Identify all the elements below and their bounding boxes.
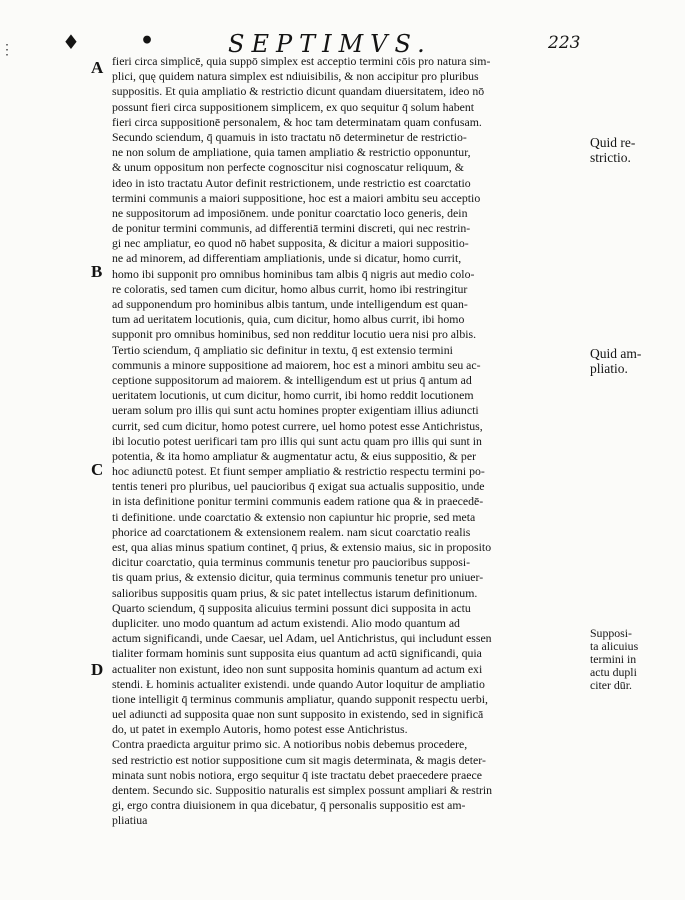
margin-note-restrictio bbox=[590, 135, 635, 165]
body-line: actualiter non existunt, ideo non sunt supposita hominis quantum ad actum exi bbox=[112, 661, 483, 676]
margin-note-line: Quid am- bbox=[590, 346, 642, 361]
body-line: tum ad ueritatem locutionis, quia, cum dicitur, homo albus currit, ibi homo bbox=[112, 312, 465, 327]
body-line: do, ut patet in exemplo Autoris, homo potest esse Antichristus. bbox=[112, 722, 408, 737]
dot-ornament-icon: • bbox=[140, 28, 155, 54]
fleuron-ornament-icon: ♦ bbox=[62, 30, 80, 54]
body-line: Secundo sciendum, q̄ quamuis in isto tractatu nō determinetur de restrictio- bbox=[112, 129, 467, 144]
body-line: ibi locutio potest uerificari tam pro illis qui sunt actu quam pro illis qui sunt in bbox=[112, 433, 482, 448]
body-line: ne non solum de ampliatione, quia tamen ampliatio & restrictio opponuntur, bbox=[112, 145, 471, 160]
margin-note-line: Supposi- bbox=[590, 626, 632, 640]
margin-note-line: citer dūr. bbox=[590, 678, 632, 692]
margin-note-line: ta alicuius bbox=[590, 639, 639, 653]
body-line: fieri circa simplicē, quia suppō simplex est acceptio termini cōis pro natura sim- bbox=[112, 54, 491, 68]
body-line: ne ad minorem, ad differentiam ampliationis, unde si dicatur, homo currit, bbox=[112, 251, 462, 266]
body-line: in ista definitione ponitur termini communis eadem ratione qua & in praecedē- bbox=[112, 494, 484, 509]
body-line: est, qua alias minus spatium continet, q̄ prius, & extensio maius, sic in proposito bbox=[112, 540, 492, 554]
body-line: ueritatem locutionis, ut cum dicitur, homo currit, ibi homo reddit locutionem bbox=[112, 388, 474, 403]
body-line: re coloratis, sed tamen cum dicitur, homo albus currit, homo ibi restringitur bbox=[112, 281, 468, 296]
body-line: fieri circa suppositionē personalem, & hoc tam determinatam quam confusam. bbox=[112, 114, 482, 129]
body-line: hoc adiunctū potest. Et fiunt semper ampliatio & restrictio respectu termini po- bbox=[112, 464, 485, 479]
body-line: termini communis a maiori suppositione, hoc est a maiori ambitu seu acceptio bbox=[112, 190, 481, 205]
margin-note-line: termini in bbox=[590, 652, 637, 666]
body-line: uel adiuncti ad supposita quae non sunt supposito in existendo, sed in significā bbox=[112, 707, 484, 722]
body-line: ad supponendum pro hominibus albis tantum, unde intelligendum est quan- bbox=[112, 297, 468, 311]
body-line: ceptione suppositorum ad maiorem. & intelligendum est ut prius q̄ antum ad bbox=[112, 372, 472, 387]
body-line: ueram solum pro illis qui sunt actu homines propter exigentiam illius adiuncti bbox=[112, 403, 479, 418]
body-line: dupliciter. uno modo quantum ad actum existendi. Alio modo quantum ad bbox=[112, 615, 460, 630]
body-line: ti definitione. unde coarctatio & extensio non capiuntur hic proprie, sed meta bbox=[112, 509, 476, 524]
body-text bbox=[112, 54, 584, 829]
body-line: plici, quę quidem natura simplex est ndiuisibilis, & non accipitur pro pluribus bbox=[112, 69, 479, 84]
body-line: Quarto sciendum, q̄ supposita alicuius termini possunt dici supposita in actu bbox=[112, 600, 471, 615]
body-line: ne suppositorum ad imposiōnem. unde ponitur coarctatio loco generis, dein bbox=[112, 205, 468, 220]
body-line: supponit pro omnibus hominibus, sed non redditur locutio uera nisi pro albis. bbox=[112, 327, 477, 342]
body-line: de ponitur termini communis, ad differentiā termini discreti, qui nec restrin- bbox=[112, 221, 471, 236]
body-line: currit, sed cum dicitur, homo potest currere, uel homo potest esse Antichristus, bbox=[112, 418, 483, 433]
body-line: stendi. Ł hominis actualiter existendi. unde quando Autor loquitur de ampliatio bbox=[112, 676, 485, 691]
body-line: actum significandi, unde Caesar, uel Adam, uel Antichristus, qui includunt essen bbox=[112, 631, 492, 646]
body-line: gi, ergo contra diuisionem in qua dicebatur, q̄ personalis suppositio est am- bbox=[112, 798, 466, 813]
gutter-mark: ⋮ bbox=[0, 42, 14, 58]
margin-letter-b: B bbox=[91, 262, 103, 281]
body-line: tentis teneri pro pluribus, uel paucioribus q̄ exigat sua actualis suppositio, unde bbox=[112, 479, 485, 494]
body-line: gi nec ampliatur, eo quod nō habet supposita, & dicitur a maiori suppositio- bbox=[112, 236, 469, 251]
margin-letter-c: C bbox=[91, 460, 104, 479]
body-line: Contra praedicta arguitur primo sic. A notioribus nobis debemus procedere, bbox=[112, 737, 468, 752]
body-line: dentem. Secundo sic. Suppositio naturalis est simplex possunt ampliari & restrin bbox=[112, 783, 493, 797]
body-line: suppositis. Et quia ampliatio & restrictio dicunt quandam diuersitatem, ideo nō bbox=[112, 84, 485, 99]
body-line: sed restrictio est notior suppositione cum sit magis determinata, & magis deter- bbox=[112, 752, 486, 767]
body-line: & unum oppositum non perfecte cognoscitur nisi cognoscatur reliquum, & bbox=[112, 160, 464, 175]
margin-note-line: Quid re- bbox=[590, 135, 636, 150]
running-title: SEPTIMVS. bbox=[228, 30, 432, 58]
margin-note-supposita bbox=[590, 627, 638, 692]
body-line: potentia, & ita homo ampliatur & augmentatur actu, & eius suppositio, & per bbox=[112, 448, 476, 463]
body-line: tis quam prius, & extensio dicitur, quia terminus communis tenetur pro uniuer- bbox=[112, 570, 484, 585]
body-line: salioribus suppositis quam prius, & sic patet intellectus istarum definitionum. bbox=[112, 585, 478, 600]
margin-note-line: actu dupli bbox=[590, 665, 637, 679]
body-line: dicitur coarctatio, quia terminus communis tenetur pro paucioribus supposi- bbox=[112, 555, 471, 570]
margin-letter-d: D bbox=[91, 660, 104, 679]
body-line: minata sunt nobis notiora, ergo sequitur q̄ iste tractatu debet praecedere praece bbox=[112, 767, 482, 782]
margin-note-ampliatio bbox=[590, 346, 641, 376]
margin-note-line: pliatio. bbox=[590, 361, 628, 376]
body-line: pliatiua bbox=[112, 813, 148, 828]
body-line: Tertio sciendum, q̄ ampliatio sic definitur in textu, q̄ est extensio termini bbox=[112, 342, 453, 357]
body-line: phorice ad coarctationem & extensionem realem. nam sicut coarctatio realis bbox=[112, 524, 471, 539]
body-line: tione intelligit q̄ terminus communis ampliatur, quando supponit respectu uerbi, bbox=[112, 691, 488, 706]
body-line: tialiter formam hominis sunt supposita eius quantum ad actū significandi, quia bbox=[112, 646, 482, 661]
body-line: ideo in isto tractatu Autor definit restrictionem, unde restrictio est coarctatio bbox=[112, 175, 471, 190]
margin-note-line: strictio. bbox=[590, 150, 631, 165]
margin-letter-a: A bbox=[91, 58, 104, 77]
body-line: communis a minore suppositione ad maiorem, hoc est a minori ambitu seu ac- bbox=[112, 357, 481, 372]
body-line: possunt fieri circa suppositionem simplicem, ex quo sequitur q̄ solum habent bbox=[112, 99, 475, 114]
page-number: 223 bbox=[548, 33, 581, 53]
body-line: homo ibi supponit pro omnibus hominibus tam albis q̄ nigris aut medio colo- bbox=[112, 266, 475, 281]
